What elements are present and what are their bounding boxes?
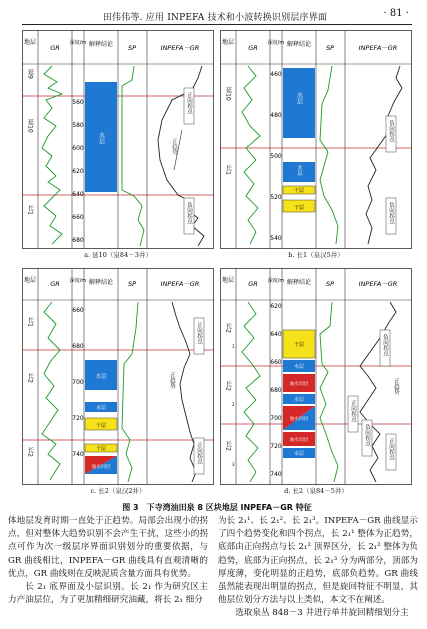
depth-tick: 700 (72, 379, 84, 386)
header-stratum: 地层 (23, 277, 37, 284)
header-rule (22, 24, 412, 25)
figure-caption: 图 3 下寺湾油田泉 8 区块地层 INPEFA－GR 特征 (122, 503, 312, 512)
layer-label: 干层 (293, 342, 305, 348)
header-sp: SP (127, 44, 137, 52)
panel-b-figure (220, 30, 412, 260)
header-depth: 深度/m (267, 40, 285, 46)
stratum-label: 长2 (224, 441, 232, 451)
page-header (0, 0, 427, 26)
stratum-label: 长2 (224, 323, 232, 333)
header-sp: SP (325, 280, 335, 288)
depth-tick: 680 (72, 237, 84, 244)
depth-tick: 540 (270, 235, 282, 242)
layer-label: 水层 (97, 132, 105, 144)
layer-label: 水层 (296, 164, 302, 176)
paragraph: 为长 2₁¹、长 2₁²、长 2₁³。INPEFA－GR 曲线显示了四个趋势变化和四个拐点，长 2₁¹ 整体为正趋势，底部由正向拐点与长 2₁² 顶界区分，长 2₁² 整体为负趋势，底部为正向拐点，长 2₁³ 分为两部分，顶部为厚度薄，变化明显的正趋势，底部负趋势。GR 曲线虽然能表现出明显的拐点，但是旋回特征不明显，其他层位划分方法与以上类似，本文不在阐述。 (218, 516, 418, 606)
depth-tick: 580 (72, 122, 84, 129)
panel-c-figure (22, 268, 214, 498)
layer-label: 水层 (293, 364, 305, 370)
panel-b (220, 30, 412, 260)
annotation-label: 正向拐点 (388, 438, 394, 460)
header-stratum: 地层 (23, 39, 37, 46)
annotation-label: 正趋势 (169, 372, 175, 389)
panel-a (22, 30, 214, 260)
stratum-label: 长2 (224, 381, 232, 391)
layer-label: 水层 (95, 405, 107, 411)
paragraph: 长 2₁ 底界面及小层识别。长 2₁ 作为研究区主力产油层位，为了更加精细研究油藏，将长 2₁ 细分 (8, 582, 208, 606)
stratum-sup: 2 (232, 402, 235, 407)
depth-tick: 720 (270, 443, 282, 450)
panel-a-figure (22, 30, 214, 260)
layer-label: 干层 (293, 188, 305, 194)
depth-tick: 640 (270, 331, 282, 338)
depth-tick: 740 (72, 451, 84, 458)
panel-d-figure (220, 268, 412, 498)
layer-label: 干层 (293, 205, 305, 211)
header-inpefa: INPEFA－GR (358, 280, 398, 288)
depth-tick: 660 (72, 214, 84, 221)
layer-label: 干层 (95, 423, 107, 429)
header-inpefa: INPEFA－GR (160, 280, 200, 288)
layer-label: 水层 (293, 451, 305, 457)
header-stratum: 地层 (221, 39, 235, 46)
annotation-label: 正向拐点 (196, 322, 202, 344)
panel-caption: c. 长2（泉汉2井） (90, 487, 146, 495)
layer-label: 水层 (295, 92, 303, 104)
annotation-label: 正向拐点 (196, 442, 202, 464)
panel-caption: d. 长2（泉84－5井） (284, 487, 348, 495)
depth-tick: 740 (270, 471, 282, 478)
stratum-sup: 1 (232, 344, 235, 349)
layer-label: 油水同层 (289, 438, 309, 443)
depth-tick: 620 (72, 168, 84, 175)
header-interp: 解释结论 (88, 41, 114, 48)
annotation-label: 负向拐点 (388, 120, 394, 142)
annotation-label: 负向拐点 (364, 424, 370, 446)
depth-tick: 660 (270, 359, 282, 366)
stratum-label: 长2 (26, 447, 34, 457)
depth-tick: 460 (270, 71, 282, 78)
header-inpefa: INPEFA－GR (358, 44, 398, 52)
header-interp: 解释结论 (286, 279, 312, 286)
page-number: · 81 · (383, 8, 409, 19)
header-interp: 解释结论 (286, 41, 312, 48)
panel-d (220, 268, 412, 498)
annotation-label: 正趋势 (171, 138, 177, 155)
layer-label: 水层 (95, 374, 107, 380)
body-left-column (8, 515, 208, 607)
depth-tick: 560 (72, 99, 84, 106)
annotation-label: 负向拐点 (186, 202, 192, 224)
depth-tick: 600 (72, 145, 84, 152)
panel-c (22, 268, 214, 498)
depth-tick: 620 (270, 303, 282, 310)
depth-tick: 640 (72, 191, 84, 198)
depth-tick: 520 (270, 194, 282, 201)
paragraph: 选取泉丛 848－3 井进行单井旋回精细划分主 (235, 608, 409, 619)
header-inpefa: INPEFA－GR (160, 44, 200, 52)
layer-label: 油水同层 (289, 417, 309, 422)
depth-tick: 660 (72, 307, 84, 314)
stratum-label: 长2 (26, 373, 34, 383)
panel-caption: b. 长1（泉汉5井） (288, 251, 344, 259)
panel-caption: a. 延10（泉84－3井） (84, 251, 152, 259)
stratum-label: 延10 (224, 87, 232, 101)
header-gr: GR (248, 44, 258, 52)
header-stratum: 地层 (221, 277, 235, 284)
header-depth: 深度/m (267, 278, 285, 284)
depth-tick: 480 (270, 112, 282, 119)
header-depth: 深度/m (69, 40, 87, 46)
layer-label: 水层 (293, 397, 305, 403)
stratum-label: 长1 (26, 317, 34, 327)
header-sp: SP (325, 44, 335, 52)
annotation-label: 负向拐点 (382, 334, 388, 356)
depth-tick: 500 (270, 153, 282, 160)
stratum-label: 长1 (224, 165, 232, 175)
body-right-column (218, 515, 418, 621)
depth-tick: 680 (72, 343, 84, 350)
header-gr: GR (50, 44, 60, 52)
depth-tick: 720 (72, 415, 84, 422)
stratum-sup: 3 (232, 462, 235, 467)
layer-label: 油水同层 (289, 382, 309, 387)
header-interp: 解释结论 (88, 279, 114, 286)
stratum-label: 长1 (26, 205, 34, 215)
annotation-label: 正向拐点 (186, 92, 192, 114)
depth-tick: 680 (270, 387, 282, 394)
running-title: 田伟伟等. 应用 INPEFA 技术和小波转换识别层序界面 (102, 13, 328, 23)
layer-label: 干层 (95, 446, 107, 452)
depth-tick: 700 (270, 415, 282, 422)
annotation-label: 负向拐点 (388, 202, 394, 224)
stratum-label: 延9 (26, 69, 34, 79)
annotation-label: 正趋势 (393, 378, 399, 395)
annotation-label: 正向拐点 (350, 400, 356, 422)
header-depth: 深度/m (69, 278, 87, 284)
layer-label: 油水同层 (91, 465, 111, 470)
stratum-label: 延10 (26, 119, 34, 133)
header-gr: GR (50, 280, 60, 288)
header-sp: SP (127, 280, 137, 288)
paragraph: 体地层发育时期一直处于正趋势。局部会出现小的拐点，但对整体大趋势识别不会产生干扰，这些小的拐点可作为次一级层序界面识别划分的重要依据，与 GR 曲线相比，INPEFA－GR 曲线具有直观清晰的优点，GR 曲线则在反映泥质含量方面具有优势。 (8, 516, 208, 579)
header-gr: GR (248, 280, 258, 288)
